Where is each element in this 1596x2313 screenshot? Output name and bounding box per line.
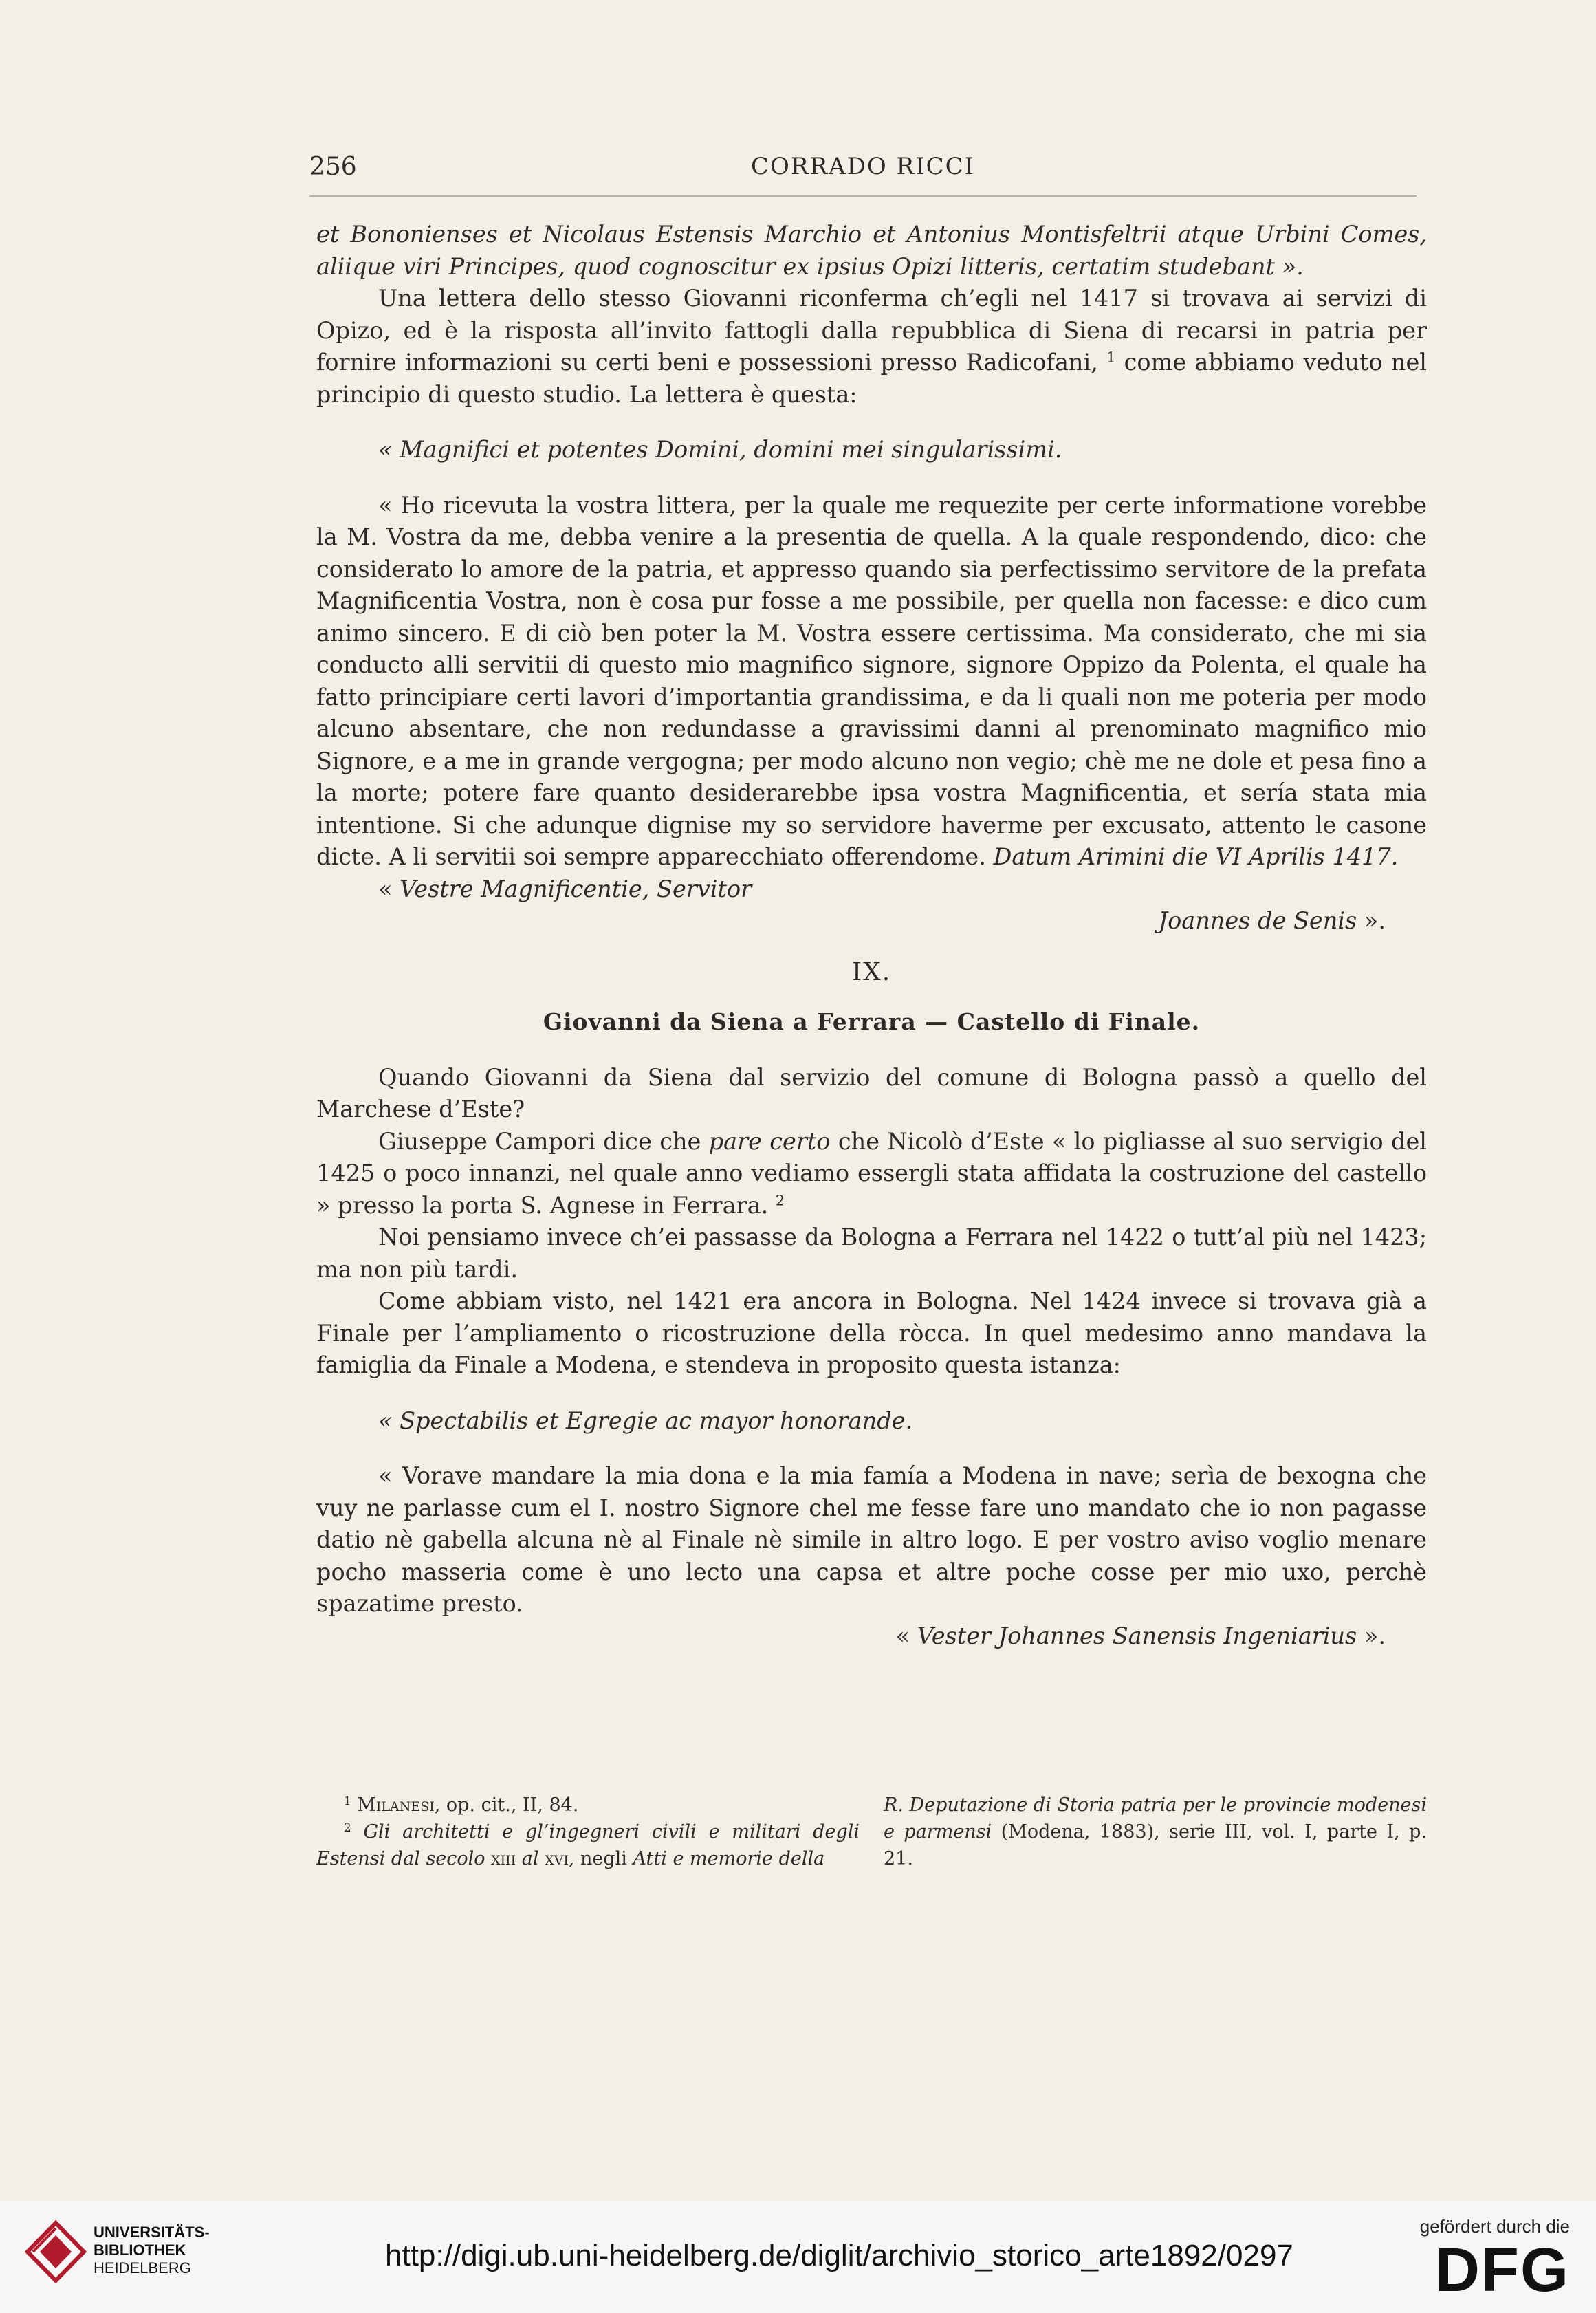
footnote-column-left	[316, 1792, 860, 1872]
paragraph	[316, 1126, 1427, 1222]
signature-text: Vester Johannes Sanensis Ingeniarius	[917, 1622, 1357, 1649]
footnote-title: Gli architetti e gl’ingegneri civili e militari degli Estensi dal secolo	[316, 1821, 860, 1869]
quote-mark: ».	[1357, 1622, 1386, 1649]
letter-signature	[316, 905, 1427, 937]
footnote-text: , op. cit., II, 84.	[434, 1794, 579, 1816]
spacer	[316, 466, 1427, 490]
footnote-mark: 2	[344, 1820, 351, 1834]
spacer	[316, 1437, 1427, 1460]
letter-salutation: « Magnifici et potentes Domini, domini mei singularissimi.	[378, 436, 1062, 463]
footnote-century: xvi	[538, 1848, 569, 1869]
closing-text: Vestre Magnificentie, Servitor	[400, 875, 752, 902]
spacer	[316, 1382, 1427, 1405]
footnote-author: Milanesi	[357, 1794, 435, 1816]
spacer	[316, 1039, 1427, 1062]
section-number: IX.	[851, 957, 892, 986]
university-library-logo-icon	[25, 2220, 87, 2286]
footnote-series: R. Deputazione di Storia patria per le provincie modenesi e parmensi	[884, 1794, 1427, 1843]
paragraph: Quando Giovanni da Siena dal servizio del comune di Bologna passò a quello del Marchese d’Este?	[316, 1063, 1427, 1122]
letter-text	[316, 490, 1427, 873]
quote-mark: «	[895, 1622, 917, 1649]
footnote	[316, 1792, 860, 1818]
footnote-text: al	[521, 1848, 539, 1869]
running-head: CORRADO RICCI	[750, 153, 976, 180]
library-name-line: HEIDELBERG	[94, 2259, 191, 2277]
letter-date: Datum Arimini die VI Aprilis 1417.	[993, 843, 1399, 870]
section-title: Giovanni da Siena a Ferrara — Castello di Finale.	[543, 1008, 1201, 1035]
paragraph-italic: pare certo	[708, 1127, 831, 1155]
paragraph: et Bononienses et Nicolaus Estensis Marchio et Antonius Montisfeltrii atque Urbini Comes, aliique viri Principes, quod cognoscitur ex ipsius Opizi litteris, certatim studebant ».	[316, 221, 1427, 280]
quote-mark: «	[378, 875, 400, 902]
footnote-text: (Modena, 1883), serie III, vol. I, parte I, p. 21.	[884, 1821, 1427, 1869]
letter-text: « Vorave mandare la mia dona e la mia famía a Modena in nave; serìa de bexogna che vuy ne parlasse cum el I. nostro Signore chel me fesse fare uno mandato che io non pagasse datio nè gabella alcuna nè al Finale nè simile in altro logo. E per vostro aviso voglio menare pocho masseria come è uno lecto una capsa et altre poche cosse per mio uxo, perchè spazatime presto.	[316, 1462, 1427, 1617]
paragraph-text: Una lettera dello stesso Giovanni riconferma ch’egli nel 1417 si trovava ai servizi di Opizo, ed è la risposta all’invito fattogli dalla repubblica di Siena di recarsi in patria per fornire informazioni su certi beni e possessioni presso Radicofani,	[316, 285, 1427, 376]
quote-mark: ».	[1357, 907, 1386, 934]
university-library-name	[94, 2224, 210, 2277]
letter-closing	[316, 873, 1427, 906]
letter-salutation: « Spectabilis et Egregie ac mayor honorande.	[378, 1407, 913, 1434]
paragraph: Noi pensiamo invece ch’ei passasse da Bologna a Ferrara nel 1422 o tutt’al più nel 1423; ma non più tardi.	[316, 1224, 1427, 1283]
footnote-series: Atti e memorie della	[633, 1848, 825, 1869]
signature-text: Joannes de Senis	[1158, 907, 1357, 934]
page-body	[316, 219, 1427, 1652]
spacer	[316, 411, 1427, 434]
page-number: 256	[309, 153, 357, 181]
library-name-line: UNIVERSITÄTS-	[94, 2224, 210, 2241]
paragraph: Come abbiam visto, nel 1421 era ancora in Bologna. Nel 1424 invece si trovava già a Finale per l’ampliamento o ricostruzione della ròcca. In quel medesimo anno mandava la famiglia da Finale a Modena, e stendeva in proposito questa istanza:	[316, 1288, 1427, 1378]
paragraph-text: come abbiamo veduto nel principio di questo studio. La lettera è questa:	[316, 349, 1427, 408]
document-url-link[interactable]: http://digi.ub.uni-heidelberg.de/diglit/archivio_storico_arte1892/0297	[385, 2239, 1293, 2272]
footnote-mark: 1	[344, 1793, 351, 1807]
letter-signature	[316, 1620, 1427, 1653]
library-name-line: BIBLIOTHEK	[94, 2241, 186, 2259]
footnote-ref: 2	[775, 1192, 785, 1209]
footnote-century: xiii	[485, 1848, 522, 1869]
footnote-column-right	[884, 1792, 1427, 1872]
funded-by-label: gefördert durch die	[1419, 2216, 1570, 2237]
paragraph-text: che Nicolò d’Este « lo pigliasse al suo servigio del 1425 o poco innanzi, nel quale anno vediamo essergli stata affidata la costruzione del castello » presso la porta S. Agnese in Ferrara.	[316, 1127, 1428, 1219]
footnote	[316, 1818, 860, 1872]
footnote-ref: 1	[1106, 349, 1116, 366]
letter-body: « Ho ricevuta la vostra littera, per la quale me requezite per certe informatione vorebbe la M. Vostra da me, debba venire a la presentia de quella. A la quale respondendo, dico: che considerato lo amore de la patria, et appresso quando sia perfectissimo servitore de la prefata Magnificentia Vostra, non è cosa pur fosse a me possibile, per quella non facesse: e dico cum animo sincero. E di ciò ben poter la M. Vostra essere certissima. Ma considerato, che mi sia conducto alli servitii di questo mio magnifico signore, signore Oppizo da Polenta, el quale ha fatto principiare certi lavori d’importantia grandissima, e da li quali non me poteria per modo alcuno absentare, che non redundasse a gravissimi danni al prenominato magnifico mio Signore, e a me in grande vergogna; per modo alcuno non vegio; chè me ne dole et pesa fino a la morte; potere fare quanto desiderarebbe ipsa vostra Magnificentia, et sería stata mia intentione. Si che adunque dignise my so servidore haverme per excusato, attento le casone dicte. A li servitii soi sempre apparecchiato offerendome.	[316, 491, 1427, 870]
footnote-text: , negli	[568, 1848, 633, 1869]
page-header	[309, 153, 1417, 194]
footnote-continuation	[884, 1792, 1427, 1872]
paragraph	[316, 283, 1427, 411]
paragraph-text: Giuseppe Campori dice che	[378, 1127, 709, 1155]
dfg-logo: DFG	[1435, 2236, 1570, 2305]
header-rule	[309, 195, 1417, 197]
